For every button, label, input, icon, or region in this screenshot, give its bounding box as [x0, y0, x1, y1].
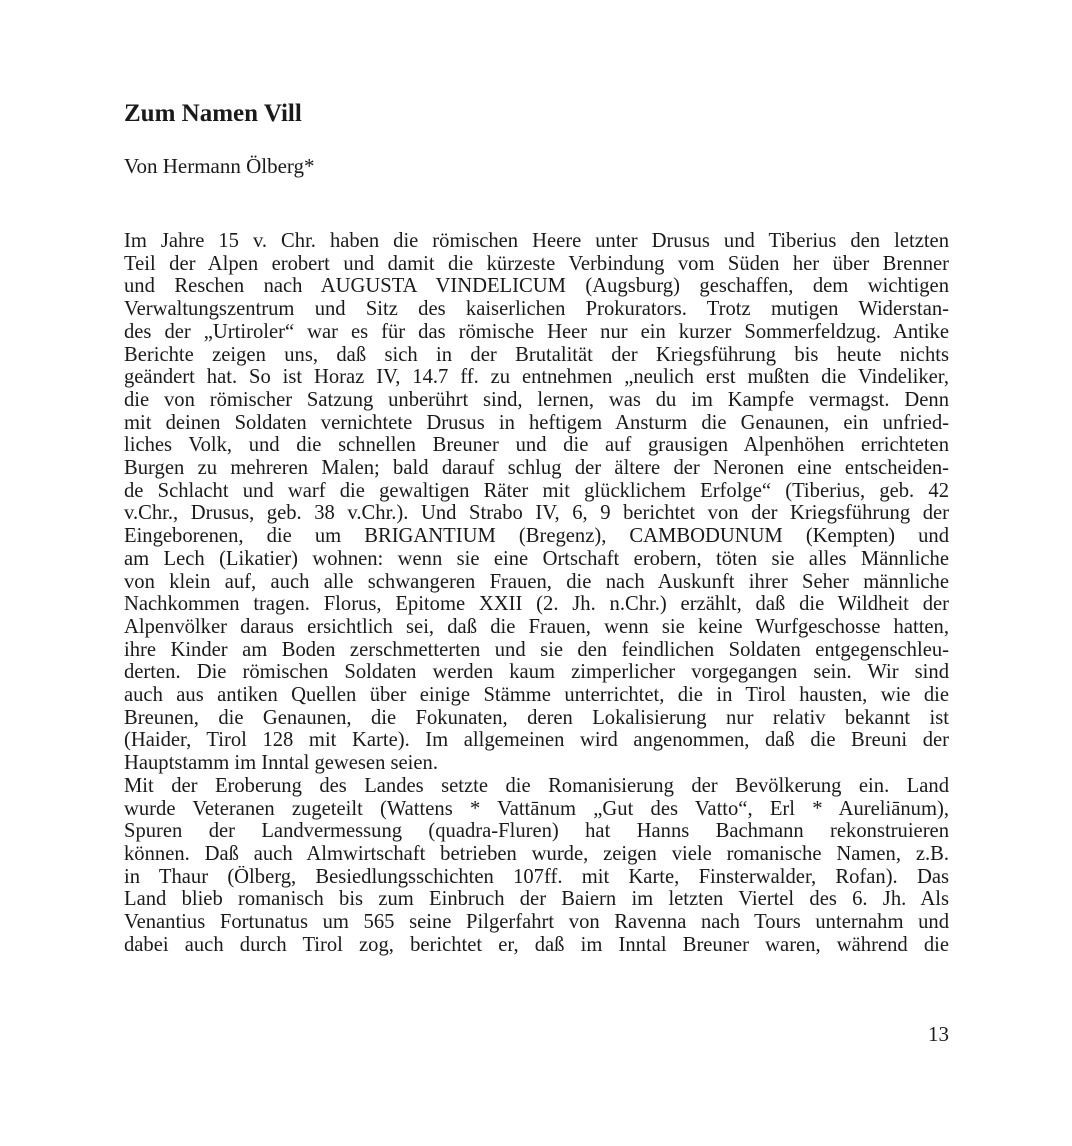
text-line: auch aus antiken Quellen über einige Stämme unterrichtet, die in Tirol hausten, wie die	[124, 684, 949, 707]
text-line: Hauptstamm im Inntal gewesen seien.	[124, 752, 438, 775]
text-line: dabei auch durch Tirol zog, berichtet er, daß im Inntal Breuner waren, während die	[124, 933, 949, 956]
text-line: in Thaur (Ölberg, Besiedlungsschichten 107ff. mit Karte, Finsterwalder, Rofan). Das	[124, 865, 949, 888]
document-page	[124, 96, 949, 957]
text-line: (Haider, Tirol 128 mit Karte). Im allgemeinen wird angenommen, daß die Breuni der	[124, 729, 949, 752]
text-line: de Schlacht und warf die gewaltigen Räter mit glücklichem Erfolge“ (Tiberius, geb. 42	[124, 479, 949, 502]
text-line: die von römischer Satzung unberührt sind, lernen, was du im Kampfe vermagst. Denn	[124, 388, 949, 411]
text-line: Nachkommen tragen. Florus, Epitome XXII (2. Jh. n.Chr.) erzählt, daß die Wildheit der	[124, 593, 949, 616]
text-line: Mit der Eroberung des Landes setzte die Romanisierung der Bevölkerung ein. Land	[124, 774, 949, 797]
text-line: Alpenvölker daraus ersichtlich sei, daß die Frauen, wenn sie keine Wurfgeschosse hatten,	[124, 615, 949, 638]
text-line: Land blieb romanisch bis zum Einbruch der Baiern im letzten Viertel des 6. Jh. Als	[124, 888, 949, 911]
text-line: Berichte zeigen uns, daß sich in der Brutalität der Kriegsführung bis heute nichts	[124, 343, 949, 366]
article-body	[124, 230, 949, 957]
text-line: mit deinen Soldaten vernichtete Drusus in heftigem Ansturm die Genaunen, ein unfried-	[124, 411, 949, 434]
text-line: derten. Die römischen Soldaten werden kaum zimperlicher vorgegangen sein. Wir sind	[124, 661, 949, 684]
text-line: v.Chr., Drusus, geb. 38 v.Chr.). Und Strabo IV, 6, 9 berichtet von der Kriegsführung der	[124, 502, 949, 525]
text-line: ihre Kinder am Boden zerschmetterten und sie den feindlichen Soldaten entgegenschleu-	[124, 638, 949, 661]
text-line: am Lech (Likatier) wohnen: wenn sie eine Ortschaft erobern, töten sie alles Männliche	[124, 547, 949, 570]
author-byline: Von Hermann Ölberg*	[124, 154, 315, 178]
article-title: Zum Namen Vill	[124, 100, 302, 127]
text-line: Burgen zu mehreren Malen; bald darauf schlug der ältere der Neronen eine entscheiden-	[124, 457, 949, 480]
text-line: geändert hat. So ist Horaz IV, 14.7 ff. zu entnehmen „neulich erst mußten die Vindeliker,	[124, 366, 949, 389]
page-number: 13	[928, 1022, 949, 1046]
text-line: Breunen, die Genaunen, die Fokunaten, deren Lokalisierung nur relativ bekannt ist	[124, 706, 949, 729]
text-line: Eingeborenen, die um BRIGANTIUM (Bregenz), CAMBODUNUM (Kempten) und	[124, 525, 949, 548]
text-line: liches Volk, und die schnellen Breuner und die auf grausigen Alpenhöhen errichteten	[124, 434, 949, 457]
text-line: Verwaltungszentrum und Sitz des kaiserlichen Prokurators. Trotz mutigen Widerstan-	[124, 298, 949, 321]
text-line: Venantius Fortunatus um 565 seine Pilgerfahrt von Ravenna nach Tours unternahm und	[124, 911, 949, 934]
text-line: Spuren der Landvermessung (quadra-Fluren) hat Hanns Bachmann rekonstruieren	[124, 820, 949, 843]
text-line: von klein auf, auch alle schwangeren Frauen, die nach Auskunft ihrer Seher männliche	[124, 570, 949, 593]
text-line: können. Daß auch Almwirtschaft betrieben wurde, zeigen viele romanische Namen, z.B.	[124, 842, 949, 865]
text-line: des der „Urtiroler“ war es für das römische Heer nur ein kurzer Sommerfeldzug. Antike	[124, 320, 949, 343]
text-line: Teil der Alpen erobert und damit die kürzeste Verbindung vom Süden her über Brenner	[124, 252, 949, 275]
text-line: Im Jahre 15 v. Chr. haben die römischen Heere unter Drusus und Tiberius den letzten	[124, 230, 949, 252]
text-line: und Reschen nach AUGUSTA VINDELICUM (Augsburg) geschaffen, dem wichtigen	[124, 275, 949, 298]
text-line: wurde Veteranen zugeteilt (Wattens * Vattānum „Gut des Vatto“, Erl * Aureliānum),	[124, 797, 949, 820]
